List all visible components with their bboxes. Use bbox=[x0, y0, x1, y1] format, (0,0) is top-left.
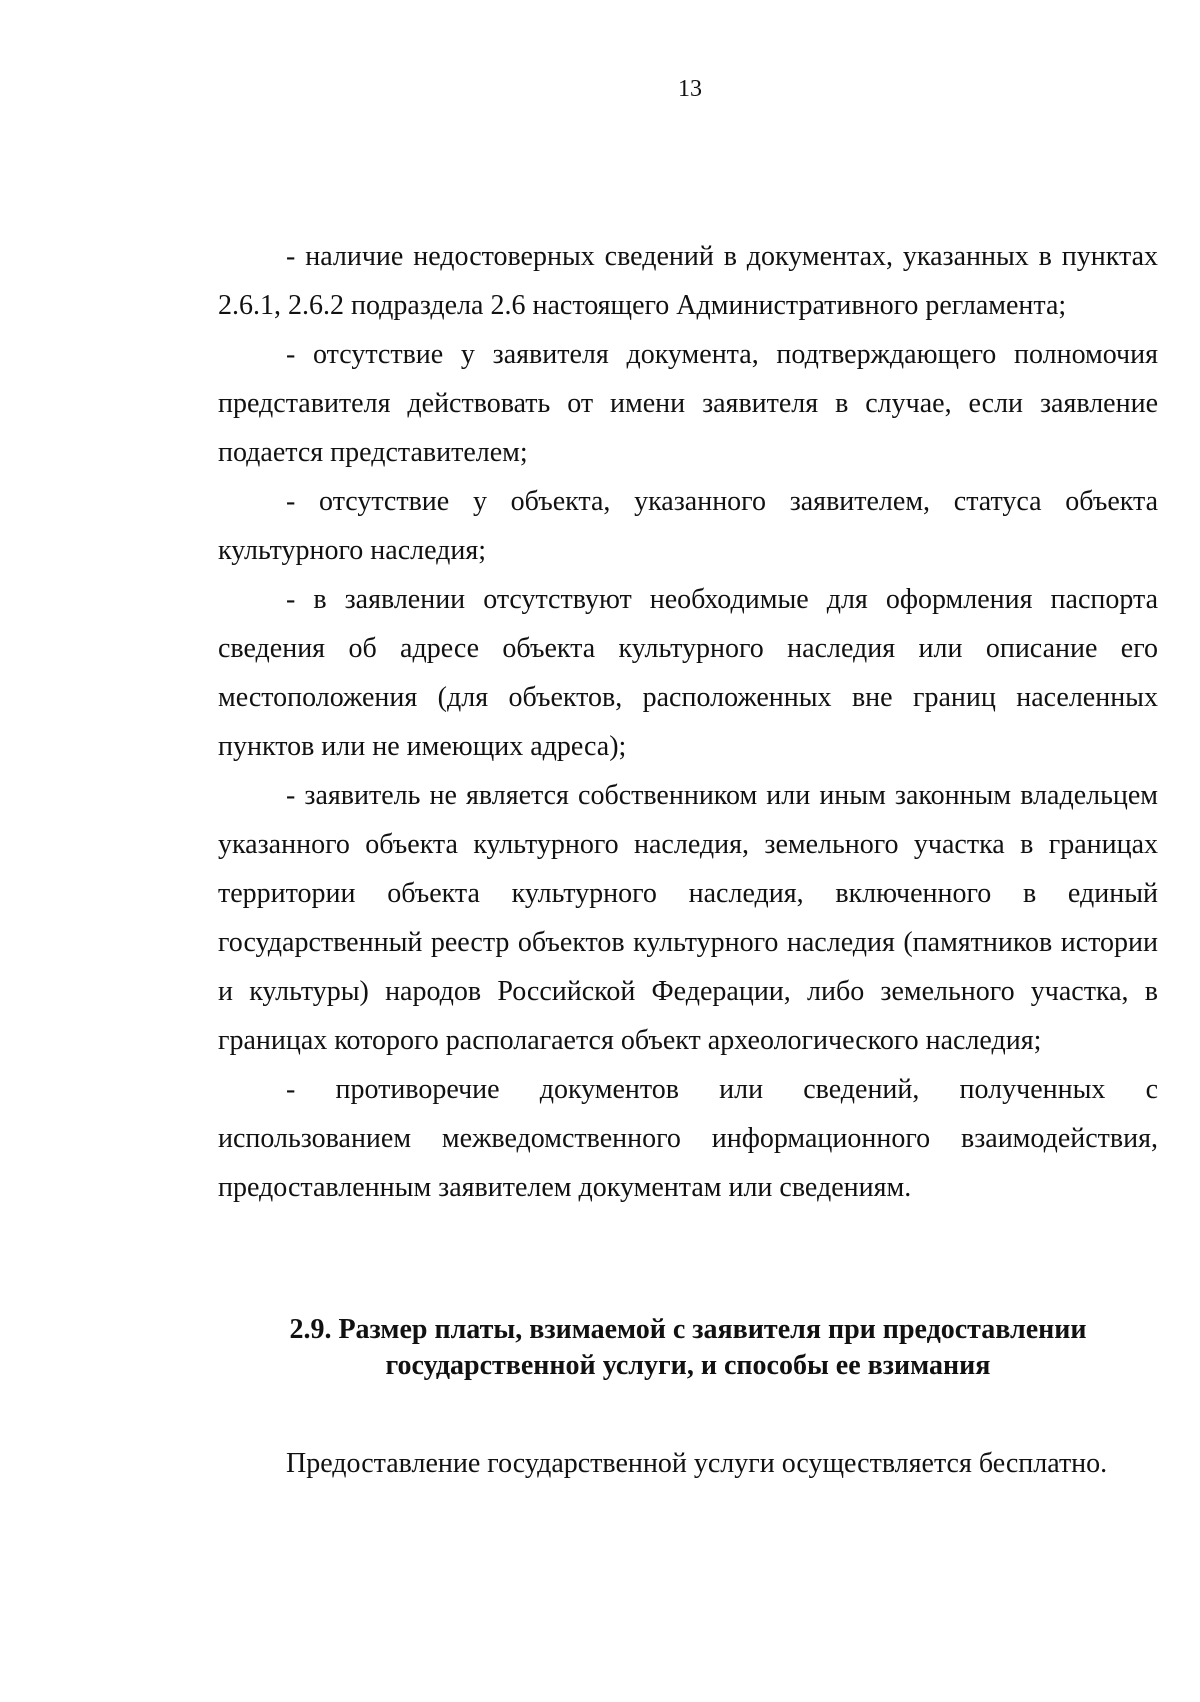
section-heading-line: 2.9. Размер платы, взимаемой с заявителя при предоставлении bbox=[289, 1314, 1087, 1345]
section-heading bbox=[218, 1312, 1158, 1384]
list-item: - отсутствие у объекта, указанного заявителем, статуса объекта культурного наследия; bbox=[218, 486, 1158, 566]
list-item: - в заявлении отсутствуют необходимые для оформления паспорта сведения об адресе объекта культурного наследия или описание его местоположения (для объектов, расположенных вне границ населенных пунктов или не имеющих адреса); bbox=[218, 584, 1158, 762]
page-number: 13 bbox=[678, 76, 702, 102]
list-item: - отсутствие у заявителя документа, подтверждающего полномочия представителя действовать от имени заявителя в случае, если заявление подается представителем; bbox=[218, 339, 1158, 468]
section-text: Предоставление государственной услуги осуществляется бесплатно. bbox=[286, 1448, 1108, 1479]
list-item: - наличие недостоверных сведений в документах, указанных в пунктах 2.6.1, 2.6.2 подраздела 2.6 настоящего Административного регламента; bbox=[218, 241, 1158, 321]
section-heading-line: государственной услуги, и способы ее взимания bbox=[385, 1350, 991, 1381]
list-item: - заявитель не является собственником или иным законным владельцем указанного объекта культурного наследия, земельного участка в границах территории объекта культурного наследия, включенного в единый государственный реестр объектов культурного наследия (памятников истории и культуры) народов Российской Федерации, либо земельного участка, в границах которого располагается объект археологического наследия; bbox=[218, 780, 1158, 1056]
list-item: - противоречие документов или сведений, полученных с использованием межведомственного информационного взаимодействия, предоставленным заявителем документам или сведениям. bbox=[218, 1074, 1158, 1203]
document-body bbox=[218, 232, 1158, 1212]
